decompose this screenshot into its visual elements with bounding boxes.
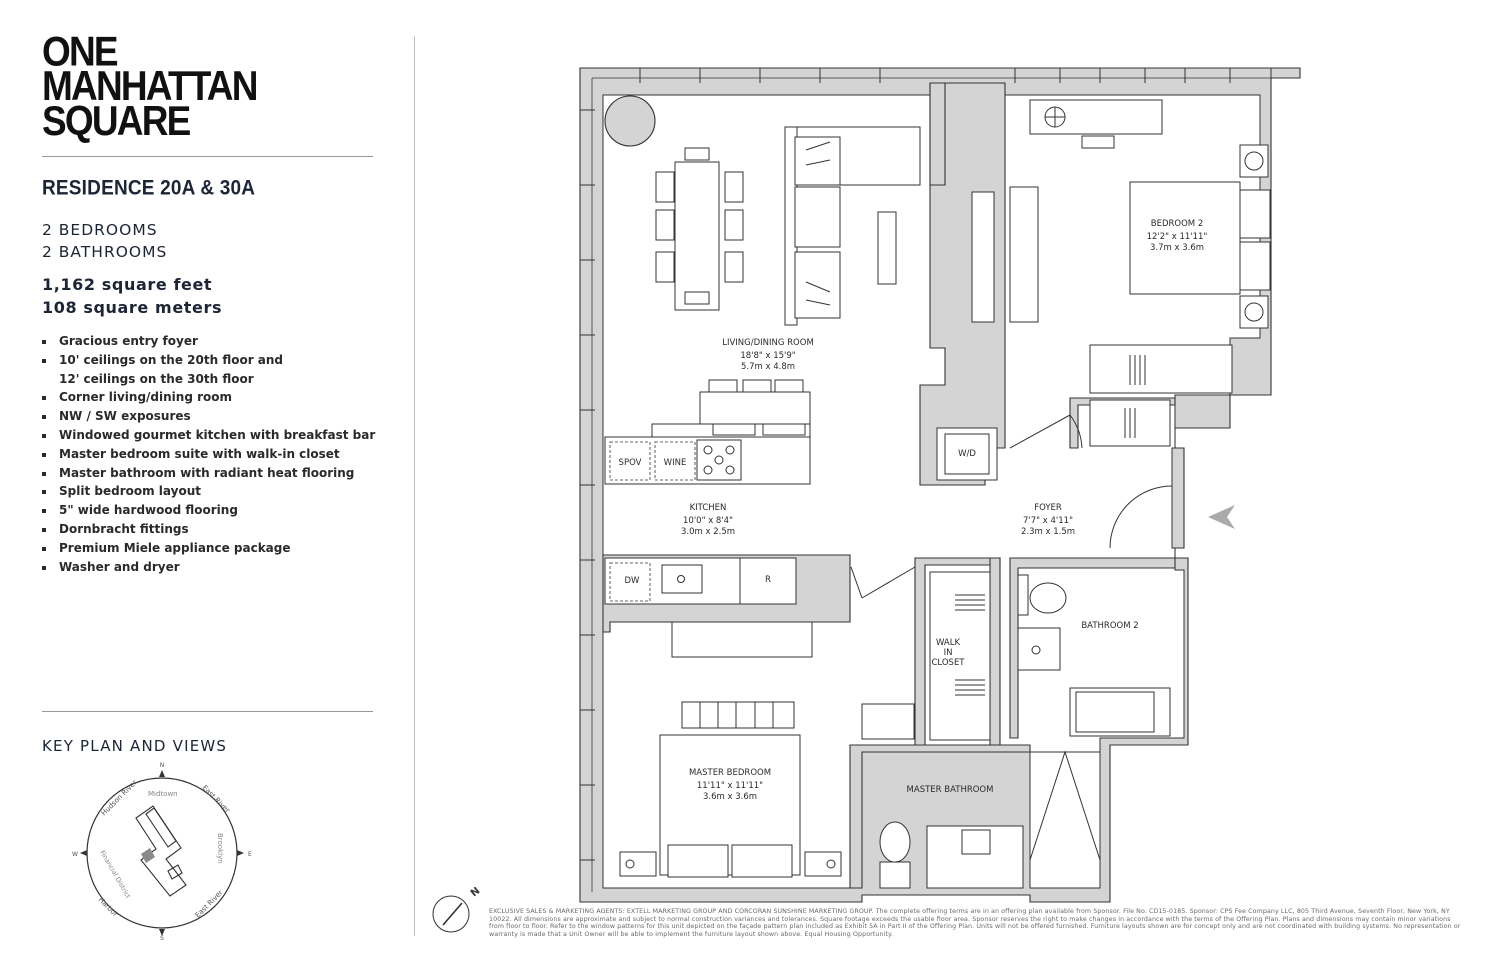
entry-arrow-icon [1208, 505, 1235, 529]
svg-text:10'0" x 8'4": 10'0" x 8'4" [683, 516, 733, 526]
brand-line-1: ONE [42, 28, 117, 75]
svg-text:LIVING/DINING ROOM: LIVING/DINING ROOM [722, 338, 814, 348]
svg-text:5.7m x 4.8m: 5.7m x 4.8m [740, 362, 796, 372]
svg-text:7'7" x 4'11": 7'7" x 4'11" [1023, 516, 1073, 526]
feature-item: Corner living/dining room [42, 388, 382, 407]
svg-text:3.0m x 2.5m: 3.0m x 2.5m [680, 527, 736, 537]
label-washer-dryer: W/D [958, 449, 976, 459]
room-bedroom2 [1147, 219, 1208, 253]
feature-item: Master bathroom with radiant heat flooring [42, 464, 382, 483]
area-sqft: 1,162 square feet [42, 275, 213, 294]
compass-e: E [248, 851, 252, 858]
svg-text:IN: IN [943, 648, 953, 658]
svg-text:18'8" x 15'9": 18'8" x 15'9" [740, 351, 796, 361]
feature-item: 10' ceilings on the 20th floor and [42, 351, 382, 370]
legal-disclaimer: EXCLUSIVE SALES & MARKETING AGENTS: EXTELL MARKETING GROUP AND CORCORAN SUNSHINE MARKETING GROUP. The complete offering terms are in an offering plan available from Sponsor. File No. CD15-0185. Sponsor: CPS Fee Company LLC, 805 Third Avenue, Seventh Floor, New York, NY 10022. All dimensions are approximate and subject to normal construction variances and tolerances. Square footage exceeds the usable floor area. Sponsor reserves the right to make changes in accordance with the terms of the Offering Plan. Plans and dimensions may contain minor variations from floor to floor. Refer to the window patterns for this unit depicted on the façade pattern plan included as Exhibit 5A in Part II of the Offering Plan. Units will not be offered furnished. Furniture layouts shown are for concept only and are not coordinated with building systems. No representation or warranty is made that a Unit Owner will be able to implement the furniture layout shown above. Equal Housing Opportunity. [489, 908, 1461, 938]
feature-item: Premium Miele appliance package [42, 539, 382, 558]
compass-s: S [160, 935, 164, 942]
bedroom-count: 2 BEDROOMS [42, 221, 158, 239]
svg-text:N: N [468, 885, 483, 900]
compass-n: N [159, 762, 165, 769]
view-hudson-river: Hudson River [99, 778, 139, 818]
feature-item: Washer and dryer [42, 558, 382, 577]
residence-title: RESIDENCE 20A & 30A [42, 177, 256, 201]
svg-text:FOYER: FOYER [1034, 503, 1062, 513]
svg-text:3.7m x 3.6m: 3.7m x 3.6m [1149, 243, 1205, 253]
feature-item: NW / SW exposures [42, 407, 382, 426]
label-spov: SPOV [618, 458, 642, 468]
feature-item: Windowed gourmet kitchen with breakfast bar [42, 426, 382, 445]
room-master-bathroom: MASTER BATHROOM [906, 785, 994, 795]
bathroom-count: 2 BATHROOMS [42, 243, 168, 261]
svg-text:KITCHEN: KITCHEN [689, 503, 727, 513]
feature-item: Dornbracht fittings [42, 520, 382, 539]
feature-item: Master bedroom suite with walk-in closet [42, 445, 382, 464]
brand-line-2: MANHATTAN [42, 63, 257, 110]
feature-item: Gracious entry foyer [42, 332, 382, 351]
view-financial-district: Financial District [98, 849, 133, 900]
view-midtown: Midtown [148, 790, 178, 798]
view-harbor: Harbor [96, 895, 120, 919]
compass-w: W [72, 851, 78, 858]
view-brooklyn: Brooklyn [216, 833, 224, 864]
label-wine: WINE [663, 458, 687, 468]
view-east-river-bottom: East River [193, 888, 225, 920]
svg-text:11'11" x 11'11": 11'11" x 11'11" [696, 781, 764, 791]
svg-text:12'2" x 11'11": 12'2" x 11'11" [1146, 232, 1208, 242]
feature-item: 12' ceilings on the 30th floor [59, 371, 254, 386]
label-dw: DW [624, 576, 640, 586]
room-bathroom2: BATHROOM 2 [1081, 621, 1139, 631]
key-plan-title: KEY PLAN AND VIEWS [42, 737, 228, 755]
walk-in-closet [930, 572, 990, 740]
label-refrigerator: R [765, 575, 771, 585]
area-sqm: 108 square meters [42, 298, 223, 317]
feature-item: Split bedroom layout [42, 482, 382, 501]
svg-text:3.6m x 3.6m: 3.6m x 3.6m [702, 792, 758, 802]
svg-text:MASTER BEDROOM: MASTER BEDROOM [688, 768, 772, 778]
north-arrow-icon [433, 885, 482, 932]
svg-text:2.3m x 1.5m: 2.3m x 1.5m [1020, 527, 1076, 537]
feature-item: 5" wide hardwood flooring [42, 501, 382, 520]
svg-text:WALK: WALK [935, 638, 961, 648]
svg-text:BEDROOM 2: BEDROOM 2 [1150, 219, 1204, 229]
view-east-river-top: East River [200, 783, 232, 815]
brand-line-3: SQUARE [42, 97, 190, 144]
svg-text:CLOSET: CLOSET [931, 658, 965, 668]
